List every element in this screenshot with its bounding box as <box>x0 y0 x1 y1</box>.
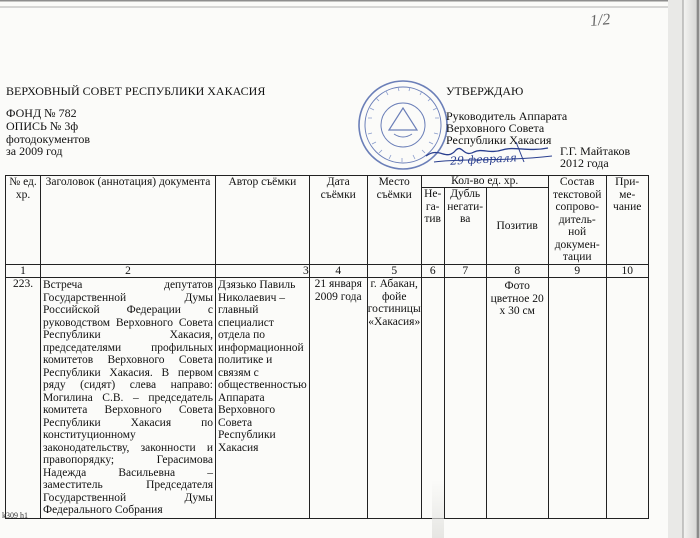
col-header-note: При- ме- чание <box>606 176 648 265</box>
row-date: 21 января 2009 года <box>309 278 367 519</box>
approval-title: УТВЕРЖДАЮ <box>446 84 524 98</box>
col-number: 3 <box>216 264 310 278</box>
page-top-edge <box>0 0 668 10</box>
col-header-place: Место съёмки <box>367 176 421 265</box>
col-header-dup-negative: Дубль негати- ва <box>444 188 486 264</box>
row-note <box>606 278 648 519</box>
stacked-page-edges <box>668 0 700 538</box>
row-positive: Фото цветное 20 х 30 см <box>486 278 548 519</box>
col-header-negative: Не- га- тив <box>421 188 444 264</box>
corner-page-number: 1/2 <box>589 10 612 31</box>
year-label: за 2009 год <box>6 144 63 158</box>
scan-smudge <box>432 480 444 538</box>
footer-code: k309 h1 <box>2 511 28 520</box>
row-title: Встреча депутатов Государственной Думы Российской Федерации с руководством Верховного Совета Республики Хакасия, председателями профильных комитетов Верховного Совета Республики Хакасия. В первом ряду (сидят) слева направо: Могилина С.В. – председатель комитета Верховного Совета Республики Хакасия по конституционному законодательству, законности и правопорядку; Герасимова Надежда Васильевна – заместитель Председателя Государственной Думы Федерального Собрания <box>41 278 216 519</box>
handwritten-signature <box>420 132 560 172</box>
approval-year: 2012 года <box>560 156 609 170</box>
col-number: 1 <box>6 264 41 278</box>
col-number: 2 <box>41 264 216 278</box>
col-number: 9 <box>548 264 606 278</box>
approval-line-3: Республики Хакасия <box>446 133 552 147</box>
col-number: 10 <box>606 264 648 278</box>
col-number: 4 <box>309 264 367 278</box>
row-num: 223. <box>6 278 41 519</box>
fond-number: ФОНД № 782 <box>6 106 77 120</box>
opis-number: ОПИСЬ № 3ф <box>6 119 79 133</box>
col-number: 7 <box>444 264 486 278</box>
col-number: 5 <box>367 264 421 278</box>
col-number: 6 <box>421 264 444 278</box>
col-header-positive: Позитив <box>486 188 548 264</box>
table-row <box>6 278 649 519</box>
col-header-num: № ед. хр. <box>6 176 41 265</box>
row-dup-negative <box>444 278 486 519</box>
council-heading: ВЕРХОВНЫЙ СОВЕТ РЕСПУБЛИКИ ХАКАСИЯ <box>6 84 266 98</box>
approval-line-2: Верховного Совета <box>446 121 545 135</box>
approval-signatory: Г.Г. Майтаков <box>560 144 631 158</box>
col-header-date: Дата съёмки <box>309 176 367 265</box>
handwritten-date: 29 февраля <box>449 151 518 168</box>
photodocs-register-table <box>5 175 649 519</box>
photodocs-label: фотодокументов <box>6 132 91 146</box>
col-number: 8 <box>486 264 548 278</box>
col-header-author: Автор съёмки <box>216 176 310 265</box>
column-number-row <box>6 264 649 278</box>
row-author: Дзязько Павиль Николаевич – главный специалист отдела по информационной политике и связям с общественностью Аппарата Верховного Совета Республики Хакасия <box>216 278 310 519</box>
col-header-count-group: Кол-во ед. хр. <box>421 176 548 188</box>
row-composition <box>548 278 606 519</box>
col-header-composition: Состав текстовой сопрово- дитель- ной докумен- тации <box>548 176 606 265</box>
approval-line-1: Руководитель Аппарата <box>446 109 568 123</box>
col-header-title: Заголовок (аннотация) документа <box>41 176 216 265</box>
row-place: г. Абакан, фойе гостиницы «Хакасия» <box>367 278 421 519</box>
